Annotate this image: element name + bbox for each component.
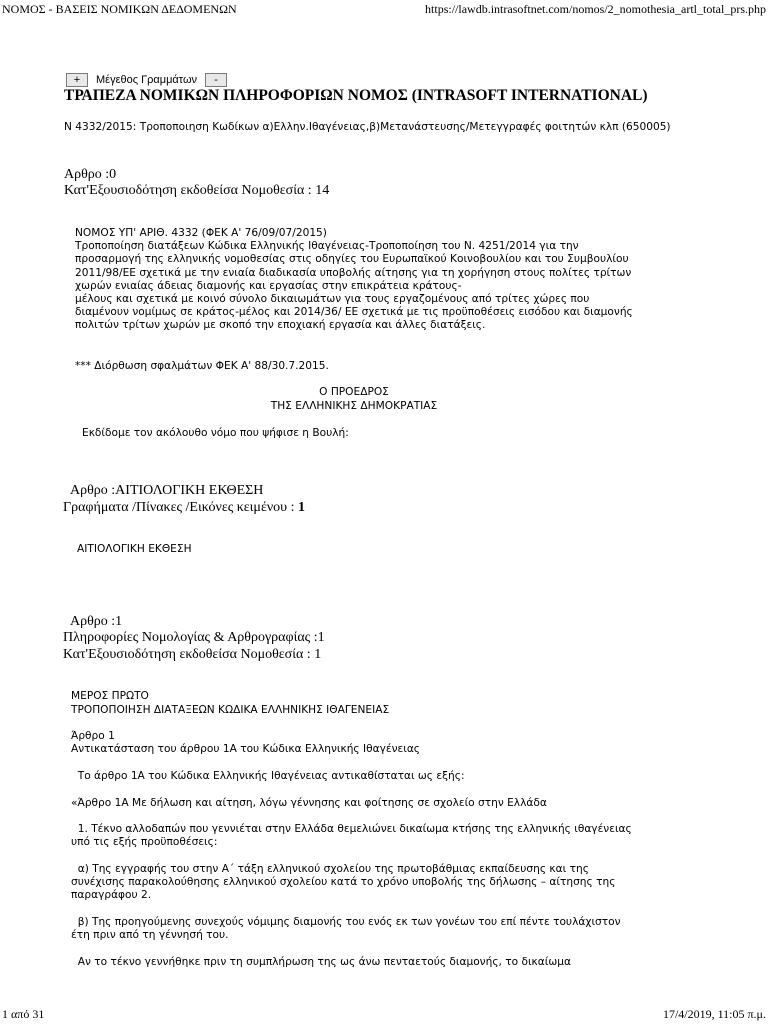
article-number: Άρθρο 1: [71, 730, 115, 742]
report-body: ΑΙΤΙΟΛΟΓΙΚΗ ΕΚΘΕΣΗ: [77, 543, 192, 555]
paragraph-1-line: 1. Τέκνο αλλοδαπών που γεννιέται στην Ελλάδα θεμελιώνει δικαίωμα κτήσης της ελληνικής ιθαγένειας: [71, 823, 632, 835]
font-decrease-button[interactable]: -: [205, 73, 227, 87]
page-counter: 1 από 31: [2, 1007, 45, 1021]
promulgation-text: Εκδίδομε τον ακόλουθο νόμο που ψήφισε η Βουλή:: [82, 427, 349, 439]
part-title: ΤΡΟΠΟΠΟΙΗΣΗ ΔΙΑΤΑΞΕΩΝ ΚΩΔΙΚΑ ΕΛΛΗΝΙΚΗΣ ΙΘΑΓΕΝΕΙΑΣ: [71, 704, 390, 716]
preamble-line: πολιτών τρίτων χωρών με σκοπό την εποχιακή εργασία και άλλες διατάξεις.: [75, 319, 486, 332]
figures-label: Γραφήματα /Πίνακες /Εικόνες κειμένου :: [63, 500, 298, 515]
preamble-line: χωρών ενιαίας άδειας διαμονής και εργασίας στην επικράτεια κράτους-: [75, 279, 462, 292]
paragraph-1-line: υπό τις εξής προϋποθέσεις:: [71, 836, 218, 848]
article-1-label: Αρθρο :1: [70, 614, 123, 629]
page-url: https://lawdb.intrasoftnet.com/nomos/2_nomothesia_artl_total_prs.php: [425, 2, 766, 16]
paragraph-b-line: έτη πριν από τη γέννησή του.: [71, 929, 229, 941]
font-size-controls: [66, 70, 227, 84]
president-line-1: Ο ΠΡΟΕΔΡΟΣ: [319, 386, 389, 398]
paragraph-a-line: παραγράφου 2.: [71, 889, 152, 901]
article-title: Αντικατάσταση του άρθρου 1Α του Κώδικα Ελληνικής Ιθαγένειας: [71, 743, 421, 755]
page-title-header: ΝΟΜΟΣ - ΒΑΣΕΙΣ ΝΟΜΙΚΩΝ ΔΕΔΟΜΕΝΩΝ: [2, 2, 237, 16]
article-0-label: Αρθρο :0: [64, 167, 117, 182]
delegated-legislation-link[interactable]: Κατ'Εξουσιοδότηση εκδοθείσα Νομοθεσία : 14: [64, 183, 330, 198]
figures-link[interactable]: [63, 500, 305, 516]
preamble-block: [75, 227, 633, 333]
font-size-label: Μέγεθος Γραμμάτων: [96, 74, 198, 86]
site-title: ΤΡΑΠΕΖΑ ΝΟΜΙΚΩΝ ΠΛΗΡΟΦΟΡΙΩΝ ΝΟΜΟΣ (INTRASOFT INTERNATIONAL): [64, 87, 648, 104]
font-increase-button[interactable]: +: [66, 73, 88, 87]
preamble-line: μέλους και σχετικά με κοινό σύνολο δικαιωμάτων για τους εργαζομένους από τρίτες χώρες που: [75, 293, 590, 306]
preamble-line: διαμένουν νομίμως σε κράτος-μέλος και 2014/36/ ΕΕ σχετικά με τις προϋποθέσεις εισόδου και διαμονής: [75, 306, 633, 319]
correction-note: *** Διόρθωση σφαλμάτων ΦΕΚ Α' 88/30.7.2015.: [75, 360, 329, 372]
paragraph-c-line: Αν το τέκνο γεννήθηκε πριν τη συμπλήρωση της ως άνω πενταετούς διαμονής, το δικαίωμα: [71, 956, 571, 968]
paragraph-a-line: α) Της εγγραφής του στην Α΄ τάξη ελληνικού σχολείου της πρωτοβάθμιας εκπαίδευσης και της: [71, 863, 589, 875]
article-report-label: Αρθρο :ΑΙΤΙΟΛΟΓΙΚΗ ΕΚΘΕΣΗ: [70, 483, 264, 498]
delegated-legislation-link-1[interactable]: Κατ'Εξουσιοδότηση εκδοθείσα Νομοθεσία : 1: [63, 647, 322, 662]
jurisprudence-link[interactable]: Πληροφορίες Νομολογίας & Αρθρογραφίας :1: [63, 630, 325, 645]
law-heading: Ν 4332/2015: Τροποποιηση Κωδίκων α)Ελλην.Ιθαγένειας,β)Μετανάστευσης/Μετεγγραφές φοιτητών κλπ (650005): [64, 121, 671, 133]
article-quote: «Άρθρο 1Α Με δήλωση και αίτηση, λόγω γέννησης και φοίτησης σε σχολείο στην Ελλάδα: [71, 797, 547, 809]
part-label: ΜΕΡΟΣ ΠΡΩΤΟ: [71, 690, 149, 702]
president-line-2: ΤΗΣ ΕΛΛΗΝΙΚΗΣ ΔΗΜΟΚΡΑΤΙΑΣ: [270, 400, 438, 412]
print-timestamp: 17/4/2019, 11:05 π.μ.: [662, 1007, 766, 1021]
article-intro: Το άρθρο 1Α του Κώδικα Ελληνικής Ιθαγένειας αντικαθίσταται ως εξής:: [71, 770, 465, 782]
preamble-line: 2011/98/ΕΕ σχετικά με την ενιαία διαδικασία υποβολής αίτησης για τη χορήγηση στους πολίτες τρίτων: [75, 266, 632, 279]
preamble-line: Τροποποίηση διατάξεων Κώδικα Ελληνικής Ιθαγένειας-Τροποποίηση του Ν. 4251/2014 για την: [75, 240, 579, 253]
preamble-line: προσαρμογή της ελληνικής νομοθεσίας στις οδηγίες του Ευρωπαϊκού Κοινοβουλίου και του Συμβουλίου: [75, 253, 629, 266]
paragraph-b-line: β) Της προηγούμενης συνεχούς νόμιμης διαμονής του ενός εκ των γονέων του επί πέντε τουλάχιστον: [71, 916, 621, 928]
paragraph-a-line: συνέχισης παρακολούθησης ελληνικού σχολείου κατά το χρόνο υποβολής της δήλωσης – αίτησης της: [71, 876, 616, 888]
figures-count: 1: [297, 500, 305, 515]
preamble-line: ΝΟΜΟΣ ΥΠ' ΑΡΙΘ. 4332 (ΦΕΚ Α' 76/09/07/2015): [75, 227, 327, 239]
